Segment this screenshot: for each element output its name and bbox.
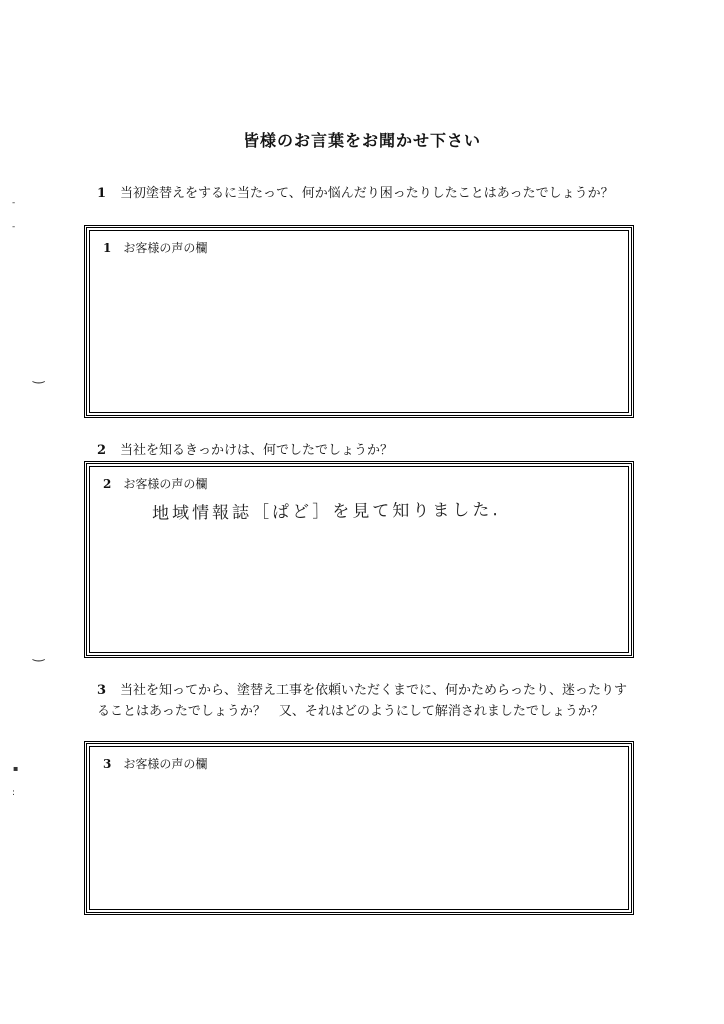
- answer-box-title: お客様の声の欄: [123, 477, 208, 491]
- scan-mark: ▪: [13, 764, 19, 773]
- answer-box-number: 1: [103, 241, 112, 255]
- handwritten-response: 地域情報誌［ぱど］を見て知りました.: [151, 500, 501, 524]
- answer-box-label: [103, 475, 207, 492]
- question-3: [97, 680, 637, 722]
- scan-mark: :: [12, 788, 16, 798]
- scan-mark: ‿: [33, 368, 45, 384]
- question-number: 2: [97, 443, 107, 458]
- question-text: 当社を知るきっかけは、何でしたでしょうか？: [120, 443, 394, 458]
- question-text: 当初塗替えをするに当たって、何か悩んだり困ったりしたことはあったでしょうか？: [120, 186, 614, 201]
- answer-box-label: [103, 239, 207, 256]
- answer-box-title: お客様の声の欄: [123, 757, 208, 771]
- page-title: 皆様のお言葉をお聞かせ下さい: [242, 131, 481, 150]
- question-number: 1: [97, 186, 107, 201]
- answer-box-2[interactable]: [86, 463, 632, 656]
- answer-box-number: 2: [103, 477, 112, 491]
- answer-box-title: お客様の声の欄: [123, 241, 208, 255]
- answer-box-label: [103, 755, 207, 772]
- scan-mark: ‿: [33, 646, 45, 662]
- question-text: 当社を知ってから、塗替え工事を依頼いただくまでに、何かためらったり、迷ったりすることはあったでしょうか？ 又、それはどのようにして解消されましたでしょうか？: [97, 683, 628, 719]
- scan-mark: -: [12, 198, 16, 208]
- question-2: [97, 440, 637, 461]
- answer-box-number: 3: [103, 757, 112, 771]
- question-1: [97, 183, 637, 204]
- answer-box-3[interactable]: [86, 743, 632, 913]
- answer-box-1[interactable]: [86, 227, 632, 416]
- question-number: 3: [97, 683, 107, 698]
- scan-mark: -: [12, 222, 16, 232]
